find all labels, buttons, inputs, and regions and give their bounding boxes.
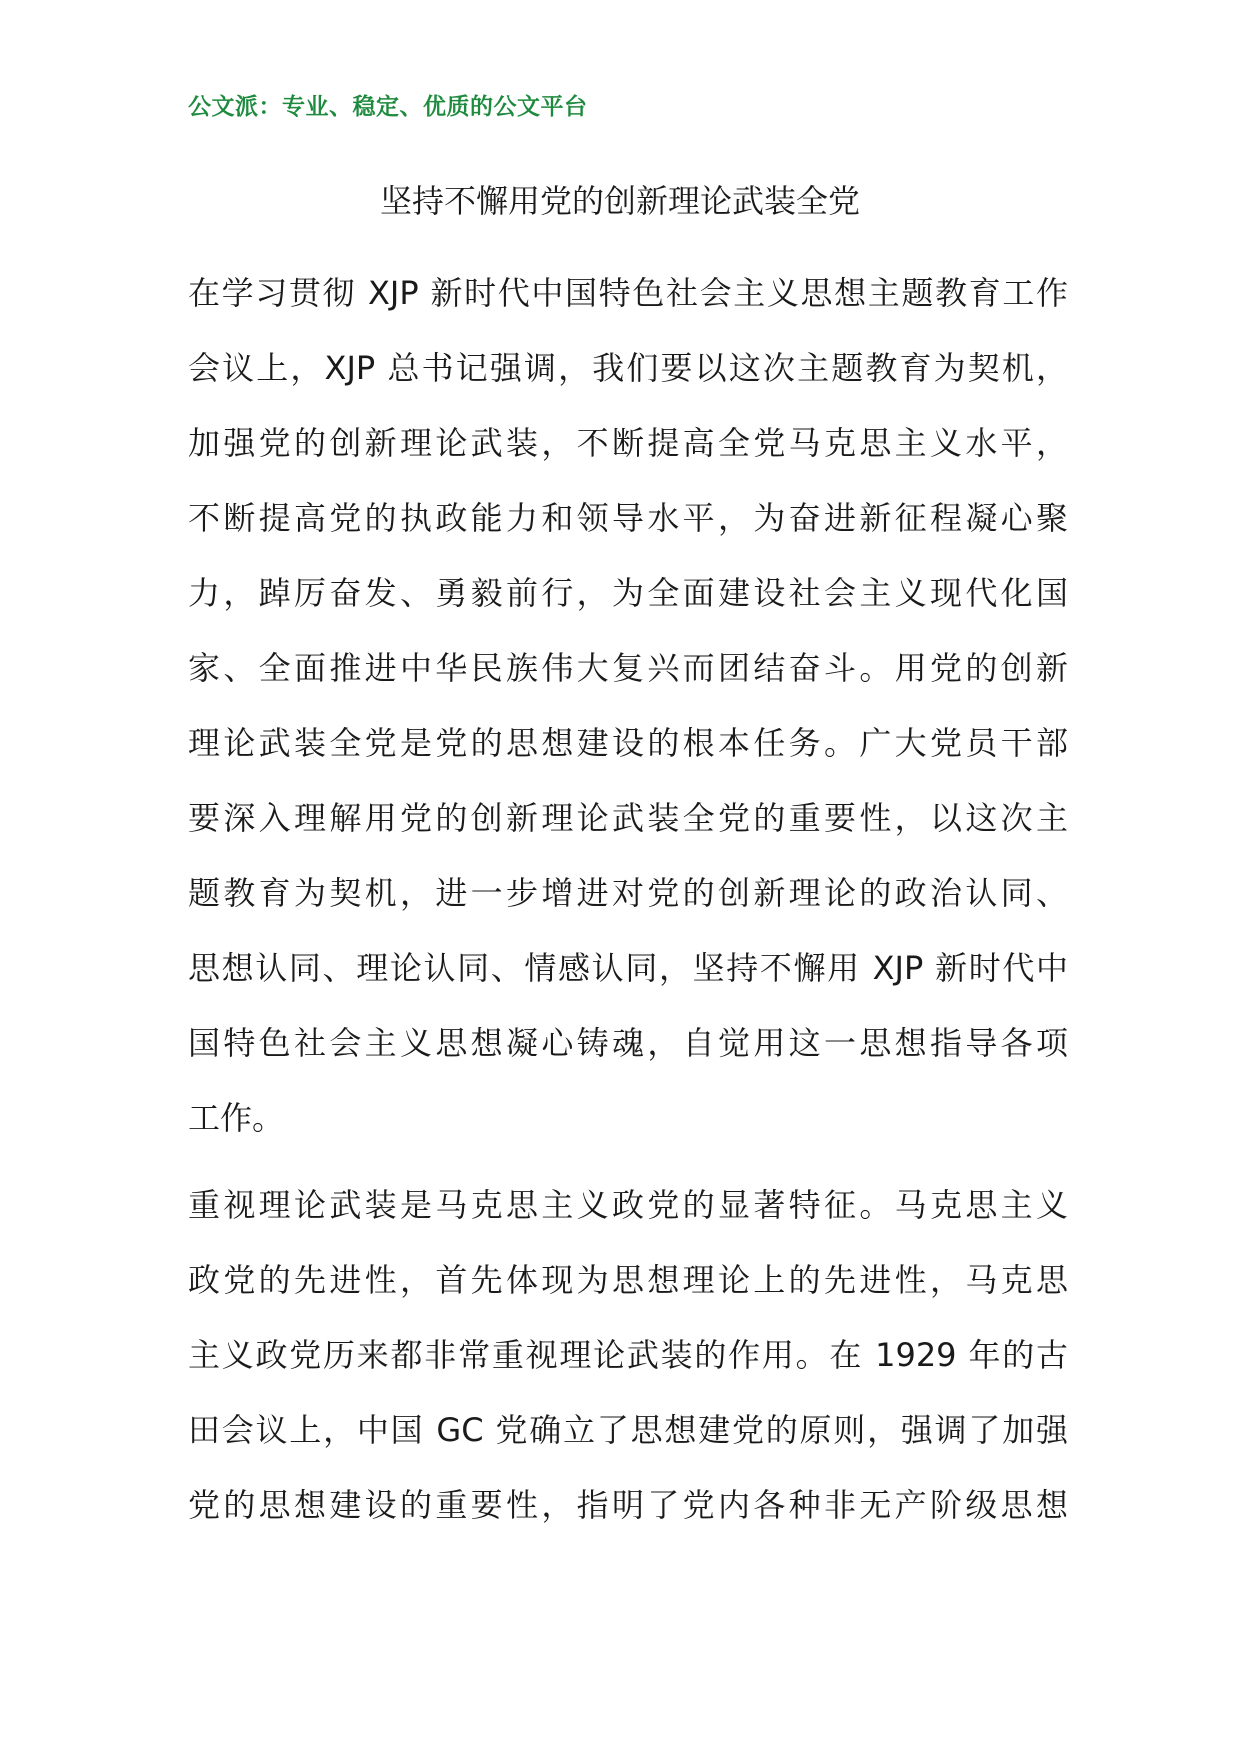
paragraph-line: 加强党的创新理论武装，不断提高全党马克思主义水平， bbox=[188, 424, 1068, 462]
paragraph-line: 政党的先进性，首先体现为思想理论上的先进性，马克思 bbox=[188, 1261, 1068, 1299]
article-title: 坚持不懈用党的创新理论武装全党 bbox=[379, 182, 860, 220]
paragraph-line: 思想认同、理论认同、情感认同，坚持不懈用 XJP 新时代中 bbox=[188, 949, 1068, 987]
paragraph-line: 国特色社会主义思想凝心铸魂，自觉用这一思想指导各项 bbox=[188, 1024, 1068, 1062]
paragraph-1 bbox=[188, 256, 1068, 1156]
paragraph-line: 主义政党历来都非常重视理论武装的作用。在 1929 年的古 bbox=[188, 1336, 1068, 1374]
paragraph-line: 要深入理解用党的创新理论武装全党的重要性，以这次主 bbox=[188, 799, 1068, 837]
paragraph-2 bbox=[188, 1168, 1068, 1543]
paragraph-line: 题教育为契机，进一步增进对党的创新理论的政治认同、 bbox=[188, 874, 1068, 912]
paragraph-line: 理论武装全党是党的思想建设的根本任务。广大党员干部 bbox=[188, 724, 1068, 762]
paragraph-line: 重视理论武装是马克思主义政党的显著特征。马克思主义 bbox=[188, 1186, 1068, 1224]
paragraph-line: 党的思想建设的重要性，指明了党内各种非无产阶级思想 bbox=[188, 1486, 1068, 1524]
paragraph-line: 家、全面推进中华民族伟大复兴而团结奋斗。用党的创新 bbox=[188, 649, 1068, 687]
paragraph-line: 在学习贯彻 XJP 新时代中国特色社会主义思想主题教育工作 bbox=[188, 274, 1068, 312]
paragraph-line: 力，踔厉奋发、勇毅前行，为全面建设社会主义现代化国 bbox=[188, 574, 1068, 612]
site-header-banner: 公文派：专业、稳定、优质的公文平台 bbox=[188, 94, 588, 120]
paragraph-line: 不断提高党的执政能力和领导水平，为奋进新征程凝心聚 bbox=[188, 499, 1068, 537]
paragraph-line: 会议上，XJP 总书记强调，我们要以这次主题教育为契机， bbox=[188, 349, 1068, 387]
paragraph-line: 田会议上，中国 GC 党确立了思想建党的原则，强调了加强 bbox=[188, 1411, 1068, 1449]
paragraph-line: 工作。 bbox=[188, 1099, 285, 1137]
